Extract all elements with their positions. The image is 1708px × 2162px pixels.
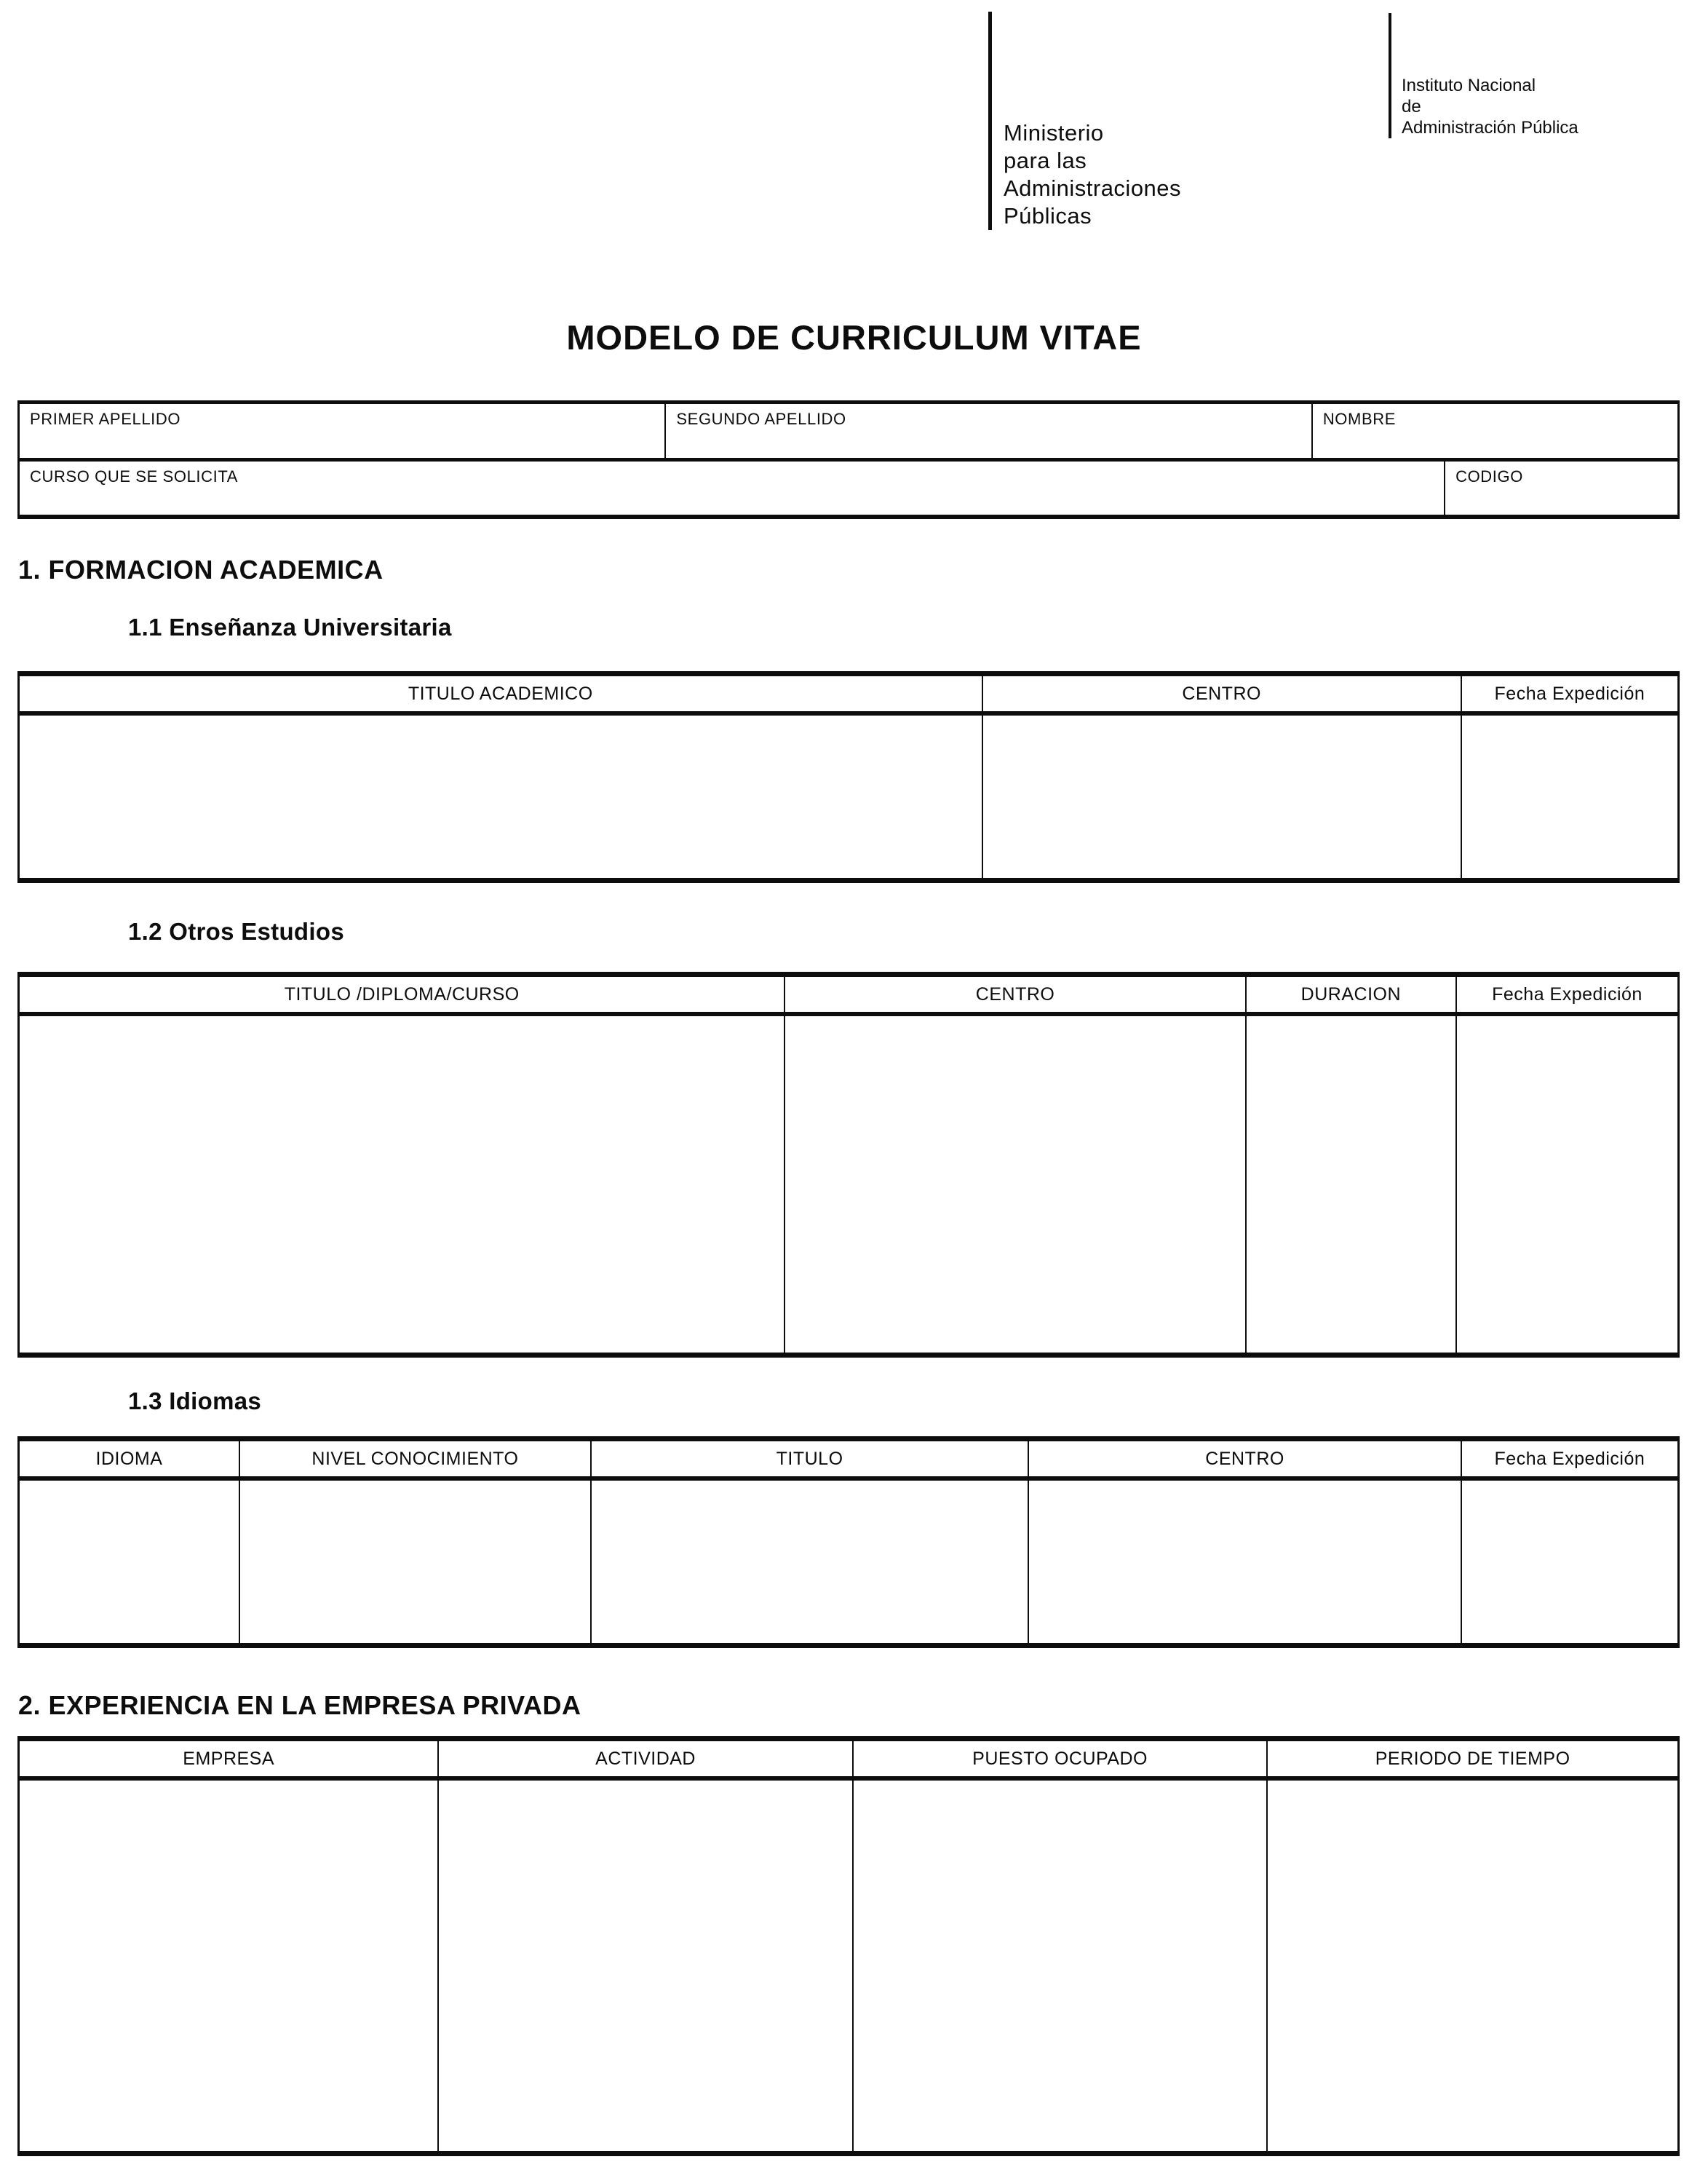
empty-cell bbox=[20, 1781, 439, 2151]
experiencia-table-body bbox=[20, 1781, 1677, 2151]
empty-cell bbox=[1462, 1481, 1677, 1643]
ministry-line: para las bbox=[1004, 148, 1087, 173]
empty-cell bbox=[1247, 1016, 1457, 1353]
identity-fields-table bbox=[17, 400, 1680, 519]
segundo-apellido-label: SEGUNDO APELLIDO bbox=[676, 410, 846, 428]
ministry-letterhead-text bbox=[1004, 119, 1181, 230]
segundo-apellido-field bbox=[666, 404, 1312, 458]
ministry-line: Públicas bbox=[1004, 203, 1092, 229]
col-fecha-expedicion: Fecha Expedición bbox=[1494, 683, 1645, 704]
empty-cell bbox=[983, 716, 1462, 878]
col-centro: CENTRO bbox=[785, 977, 1246, 1012]
col-periodo-de-tiempo: PERIODO DE TIEMPO bbox=[1375, 1748, 1570, 1769]
institute-letterhead-text bbox=[1402, 75, 1578, 138]
codigo-field bbox=[1445, 462, 1677, 515]
col-titulo-diploma-curso: TITULO /DIPLOMA/CURSO bbox=[20, 977, 785, 1012]
institute-line: Administración Pública bbox=[1402, 118, 1578, 138]
empty-cell bbox=[854, 1781, 1268, 2151]
empty-cell bbox=[439, 1781, 854, 2151]
universitaria-table bbox=[17, 671, 1680, 883]
col-centro: CENTRO bbox=[983, 676, 1462, 711]
col-centro: CENTRO bbox=[1029, 1441, 1462, 1476]
idiomas-table-header bbox=[20, 1441, 1677, 1481]
empty-cell bbox=[240, 1481, 592, 1643]
ministry-line: Administraciones bbox=[1004, 175, 1182, 201]
section-1-3-heading: 1.3 Idiomas bbox=[128, 1387, 262, 1414]
empty-cell bbox=[1029, 1481, 1462, 1643]
section-2-heading: 2. EXPERIENCIA EN LA EMPRESA PRIVADA bbox=[18, 1690, 581, 1720]
experiencia-table-header bbox=[20, 1741, 1677, 1781]
otros-estudios-table bbox=[17, 972, 1680, 1358]
ministry-line: Ministerio bbox=[1004, 120, 1104, 146]
ministry-letterhead bbox=[988, 12, 1181, 230]
section-1-heading: 1. FORMACION ACADEMICA bbox=[18, 555, 384, 585]
document-title: MODELO DE CURRICULUM VITAE bbox=[566, 318, 1142, 357]
experiencia-table bbox=[17, 1736, 1680, 2156]
codigo-label: CODIGO bbox=[1455, 467, 1523, 486]
col-fecha-expedicion: Fecha Expedición bbox=[1492, 983, 1643, 1005]
primer-apellido-label: PRIMER APELLIDO bbox=[30, 410, 181, 428]
empty-cell bbox=[20, 1481, 240, 1643]
empty-cell bbox=[592, 1481, 1029, 1643]
col-idioma: IDIOMA bbox=[20, 1441, 240, 1476]
section-1-1-heading: 1.1 Enseñanza Universitaria bbox=[128, 614, 452, 641]
universitaria-table-body bbox=[20, 716, 1677, 878]
col-fecha-expedicion: Fecha Expedición bbox=[1494, 1448, 1645, 1469]
identity-row-curso bbox=[20, 462, 1677, 515]
curso-label: CURSO QUE SE SOLICITA bbox=[30, 467, 239, 486]
empty-cell bbox=[1457, 1016, 1677, 1353]
otros-estudios-table-header bbox=[20, 977, 1677, 1016]
institute-line: Instituto Nacional bbox=[1402, 76, 1536, 95]
col-nivel-conocimiento: NIVEL CONOCIMIENTO bbox=[240, 1441, 592, 1476]
institute-letterhead bbox=[1389, 13, 1578, 138]
empty-cell bbox=[1268, 1781, 1677, 2151]
idiomas-table-body bbox=[20, 1481, 1677, 1643]
primer-apellido-field bbox=[20, 404, 666, 458]
idiomas-table bbox=[17, 1436, 1680, 1648]
col-duracion: DURACION bbox=[1247, 977, 1457, 1012]
col-empresa: EMPRESA bbox=[20, 1741, 439, 1776]
nombre-label: NOMBRE bbox=[1322, 410, 1396, 428]
col-titulo: TITULO bbox=[592, 1441, 1029, 1476]
otros-estudios-table-body bbox=[20, 1016, 1677, 1353]
nombre-field bbox=[1313, 404, 1677, 458]
empty-cell bbox=[20, 716, 983, 878]
section-1-2-heading: 1.2 Otros Estudios bbox=[128, 918, 344, 945]
col-puesto-ocupado: PUESTO OCUPADO bbox=[854, 1741, 1268, 1776]
empty-cell bbox=[1462, 716, 1677, 878]
institute-line: de bbox=[1402, 97, 1421, 116]
col-titulo-academico: TITULO ACADEMICO bbox=[20, 676, 983, 711]
identity-row-names bbox=[20, 404, 1677, 462]
universitaria-table-header bbox=[20, 676, 1677, 716]
empty-cell bbox=[785, 1016, 1246, 1353]
empty-cell bbox=[20, 1016, 785, 1353]
col-actividad: ACTIVIDAD bbox=[439, 1741, 854, 1776]
curso-field bbox=[20, 462, 1445, 515]
